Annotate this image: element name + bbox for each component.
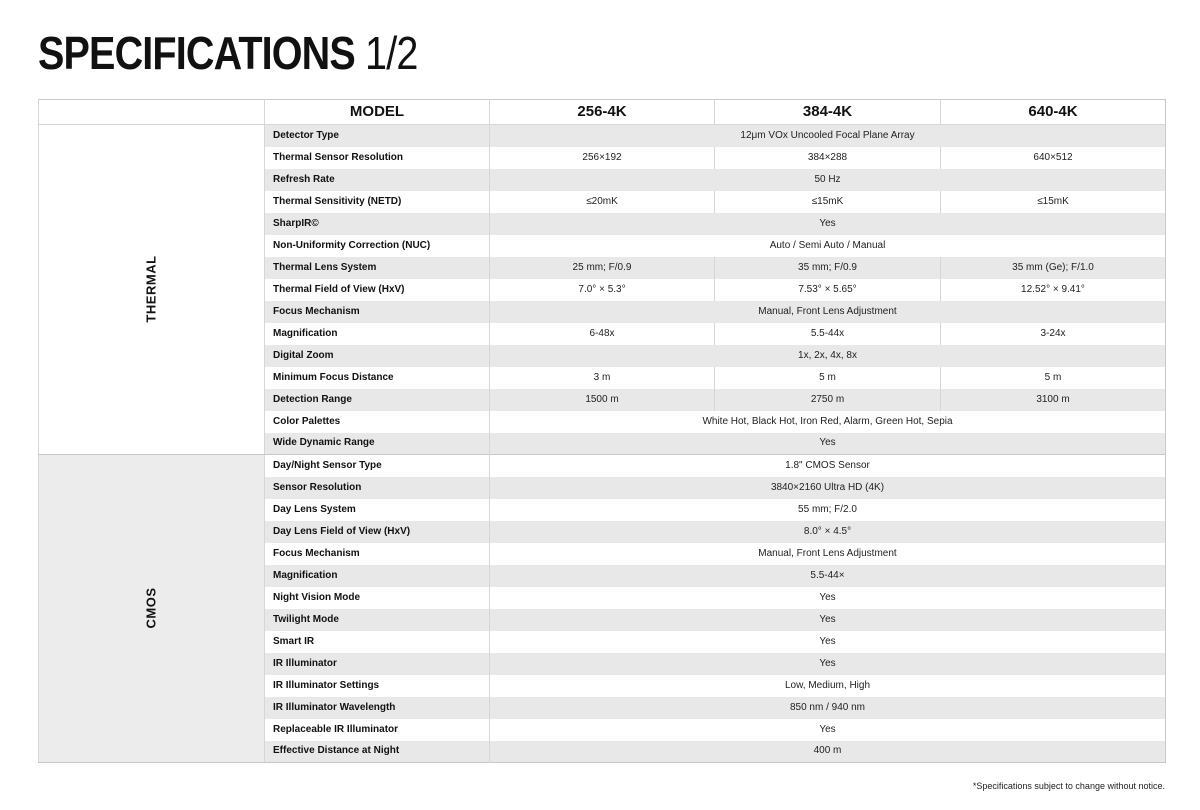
spec-label: Detector Type xyxy=(265,125,490,147)
spec-value-all-models: Yes xyxy=(490,213,1166,235)
spec-value: 5.5-44x xyxy=(715,323,941,345)
page-title xyxy=(38,26,417,80)
spec-label: Smart IR xyxy=(265,631,490,653)
spec-value: 25 mm; F/0.9 xyxy=(490,257,715,279)
spec-value: 5 m xyxy=(941,367,1166,389)
header-blank-cell xyxy=(39,100,265,125)
spec-value: ≤15mK xyxy=(941,191,1166,213)
spec-label: IR Illuminator Wavelength xyxy=(265,697,490,719)
spec-label: Focus Mechanism xyxy=(265,301,490,323)
spec-value: 12.52° × 9.41° xyxy=(941,279,1166,301)
spec-value-all-models: 5.5-44× xyxy=(490,565,1166,587)
section-label: CMOS xyxy=(143,587,159,628)
table-row xyxy=(39,455,1166,477)
header-model-640-4k: 640-4K xyxy=(941,100,1166,125)
spec-value: 640×512 xyxy=(941,147,1166,169)
spec-value-all-models: 3840×2160 Ultra HD (4K) xyxy=(490,477,1166,499)
spec-label: Day Lens System xyxy=(265,499,490,521)
header-model-label: MODEL xyxy=(265,100,490,125)
spec-value-all-models: Yes xyxy=(490,433,1166,455)
spec-value-all-models: Yes xyxy=(490,587,1166,609)
footnote: *Specifications subject to change without notice. xyxy=(972,781,1165,791)
spec-label: Night Vision Mode xyxy=(265,587,490,609)
spec-label: Magnification xyxy=(265,323,490,345)
spec-value: 7.0° × 5.3° xyxy=(490,279,715,301)
spec-label: Day/Night Sensor Type xyxy=(265,455,490,477)
spec-label: Non-Uniformity Correction (NUC) xyxy=(265,235,490,257)
spec-value-all-models: Yes xyxy=(490,719,1166,741)
section-label-cell xyxy=(39,125,265,455)
spec-value-all-models: Yes xyxy=(490,631,1166,653)
spec-value: 384×288 xyxy=(715,147,941,169)
spec-value: 3 m xyxy=(490,367,715,389)
spec-label: Thermal Sensitivity (NETD) xyxy=(265,191,490,213)
spec-value-all-models: Yes xyxy=(490,653,1166,675)
table-header-row xyxy=(39,100,1166,125)
spec-value-all-models: 55 mm; F/2.0 xyxy=(490,499,1166,521)
spec-label: Refresh Rate xyxy=(265,169,490,191)
spec-value: 35 mm (Ge); F/1.0 xyxy=(941,257,1166,279)
spec-label: Effective Distance at Night xyxy=(265,741,490,763)
spec-value: 6-48x xyxy=(490,323,715,345)
specifications-table xyxy=(38,99,1166,763)
spec-value: 2750 m xyxy=(715,389,941,411)
spec-value: ≤15mK xyxy=(715,191,941,213)
spec-label: Day Lens Field of View (HxV) xyxy=(265,521,490,543)
spec-label: Minimum Focus Distance xyxy=(265,367,490,389)
spec-value: ≤20mK xyxy=(490,191,715,213)
header-model-256-4k: 256-4K xyxy=(490,100,715,125)
spec-value: 3100 m xyxy=(941,389,1166,411)
spec-value: 3-24x xyxy=(941,323,1166,345)
spec-label: Wide Dynamic Range xyxy=(265,433,490,455)
spec-value-all-models: Low, Medium, High xyxy=(490,675,1166,697)
spec-value-all-models: 1.8" CMOS Sensor xyxy=(490,455,1166,477)
spec-label: Focus Mechanism xyxy=(265,543,490,565)
spec-value-all-models: 400 m xyxy=(490,741,1166,763)
spec-value-all-models: Manual, Front Lens Adjustment xyxy=(490,301,1166,323)
section-label: THERMAL xyxy=(143,254,159,323)
spec-label: Color Palettes xyxy=(265,411,490,433)
spec-value-all-models: White Hot, Black Hot, Iron Red, Alarm, Green Hot, Sepia xyxy=(490,411,1166,433)
table-body xyxy=(39,125,1166,763)
spec-value-all-models: Manual, Front Lens Adjustment xyxy=(490,543,1166,565)
spec-label: Thermal Field of View (HxV) xyxy=(265,279,490,301)
spec-label: Thermal Lens System xyxy=(265,257,490,279)
spec-label: IR Illuminator Settings xyxy=(265,675,490,697)
table-row xyxy=(39,125,1166,147)
spec-value-all-models: Auto / Semi Auto / Manual xyxy=(490,235,1166,257)
section-label-cell xyxy=(39,455,265,763)
spec-value-all-models: 12μm VOx Uncooled Focal Plane Array xyxy=(490,125,1166,147)
page-title-main: SPECIFICATIONS xyxy=(38,27,355,79)
page-title-page-number: 1/2 xyxy=(365,27,418,79)
spec-value: 256×192 xyxy=(490,147,715,169)
spec-label: Replaceable IR Illuminator xyxy=(265,719,490,741)
spec-value: 1500 m xyxy=(490,389,715,411)
spec-value-all-models: 50 Hz xyxy=(490,169,1166,191)
spec-value: 35 mm; F/0.9 xyxy=(715,257,941,279)
spec-label: Twilight Mode xyxy=(265,609,490,631)
spec-value-all-models: 850 nm / 940 nm xyxy=(490,697,1166,719)
spec-label: SharpIR© xyxy=(265,213,490,235)
header-model-384-4k: 384-4K xyxy=(715,100,941,125)
spec-value: 7.53° × 5.65° xyxy=(715,279,941,301)
spec-value-all-models: Yes xyxy=(490,609,1166,631)
spec-label: Sensor Resolution xyxy=(265,477,490,499)
spec-value-all-models: 8.0° × 4.5° xyxy=(490,521,1166,543)
spec-label: Detection Range xyxy=(265,389,490,411)
spec-label: Magnification xyxy=(265,565,490,587)
spec-label: Digital Zoom xyxy=(265,345,490,367)
spec-label: Thermal Sensor Resolution xyxy=(265,147,490,169)
spec-value-all-models: 1x, 2x, 4x, 8x xyxy=(490,345,1166,367)
spec-value: 5 m xyxy=(715,367,941,389)
spec-label: IR Illuminator xyxy=(265,653,490,675)
